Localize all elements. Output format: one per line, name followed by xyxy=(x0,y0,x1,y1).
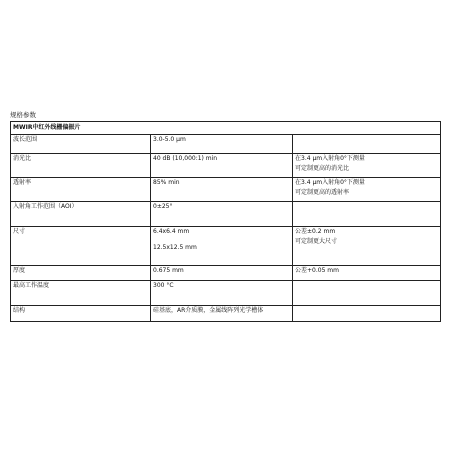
spec-value xyxy=(151,306,293,322)
spec-note xyxy=(293,154,441,178)
spec-note xyxy=(293,178,441,202)
spec-value-line: 300 °C xyxy=(153,282,174,289)
table-row xyxy=(11,135,441,154)
spec-note xyxy=(293,135,441,154)
spec-value xyxy=(151,154,293,178)
spec-value-line: 0.675 mm xyxy=(153,267,184,274)
spec-note xyxy=(293,202,441,227)
spec-value-line: 3.0-5.0 μm xyxy=(153,136,186,143)
table-row xyxy=(11,227,441,266)
spec-label: 透射率 xyxy=(11,178,151,202)
spec-note-line: 可定制更高的消光比 xyxy=(295,165,350,172)
spec-label: 消光比 xyxy=(11,154,151,178)
spec-value-line: 0±25° xyxy=(153,203,173,210)
spec-note-line: 可定制更大尺寸 xyxy=(295,238,338,245)
spec-note-line: 公差+0.05 mm xyxy=(295,267,339,274)
spec-value-line: 40 dB (10,000:1) min xyxy=(153,155,218,162)
spec-label: 波长范围 xyxy=(11,135,151,154)
table-row xyxy=(11,202,441,227)
spec-value-line: 12.5x12.5 mm xyxy=(153,244,197,251)
spec-note-line: 公差±0.2 mm xyxy=(295,228,336,235)
page-heading: 规格参数 xyxy=(10,111,36,119)
table-row xyxy=(11,306,441,322)
spec-value-line: 硅基底，AR介质膜，金属线阵列光学槽体 xyxy=(153,307,264,314)
spec-value xyxy=(151,281,293,306)
spec-label: 结构 xyxy=(11,306,151,322)
spec-label: 最高工作温度 xyxy=(11,281,151,306)
spec-value xyxy=(151,227,293,266)
spec-value-line: 6.4x6.4 mm xyxy=(153,228,190,235)
table-row xyxy=(11,154,441,178)
spec-label: 入射角工作范围（AOI） xyxy=(11,202,151,227)
table-row xyxy=(11,281,441,306)
spec-note-line: 可定制更高的透射率 xyxy=(295,189,350,196)
spec-value xyxy=(151,266,293,281)
spec-note-line: 在3.4 μm入射角0°下测量 xyxy=(295,179,365,186)
table-row xyxy=(11,178,441,202)
spec-note xyxy=(293,227,441,266)
table-title-row xyxy=(11,122,441,135)
spec-value-line: 85% min xyxy=(153,179,180,186)
spec-table xyxy=(10,121,441,322)
table-row xyxy=(11,266,441,281)
spec-note xyxy=(293,266,441,281)
spec-note xyxy=(293,281,441,306)
spec-value xyxy=(151,178,293,202)
spec-label: 尺寸 xyxy=(11,227,151,266)
spec-label: 厚度 xyxy=(11,266,151,281)
spec-note xyxy=(293,306,441,322)
spec-value xyxy=(151,135,293,154)
spec-value xyxy=(151,202,293,227)
spec-note-line: 在3.4 μm入射角0°下测量 xyxy=(295,155,365,162)
table-title: MWIR中红外线栅偏振片 xyxy=(11,122,441,135)
